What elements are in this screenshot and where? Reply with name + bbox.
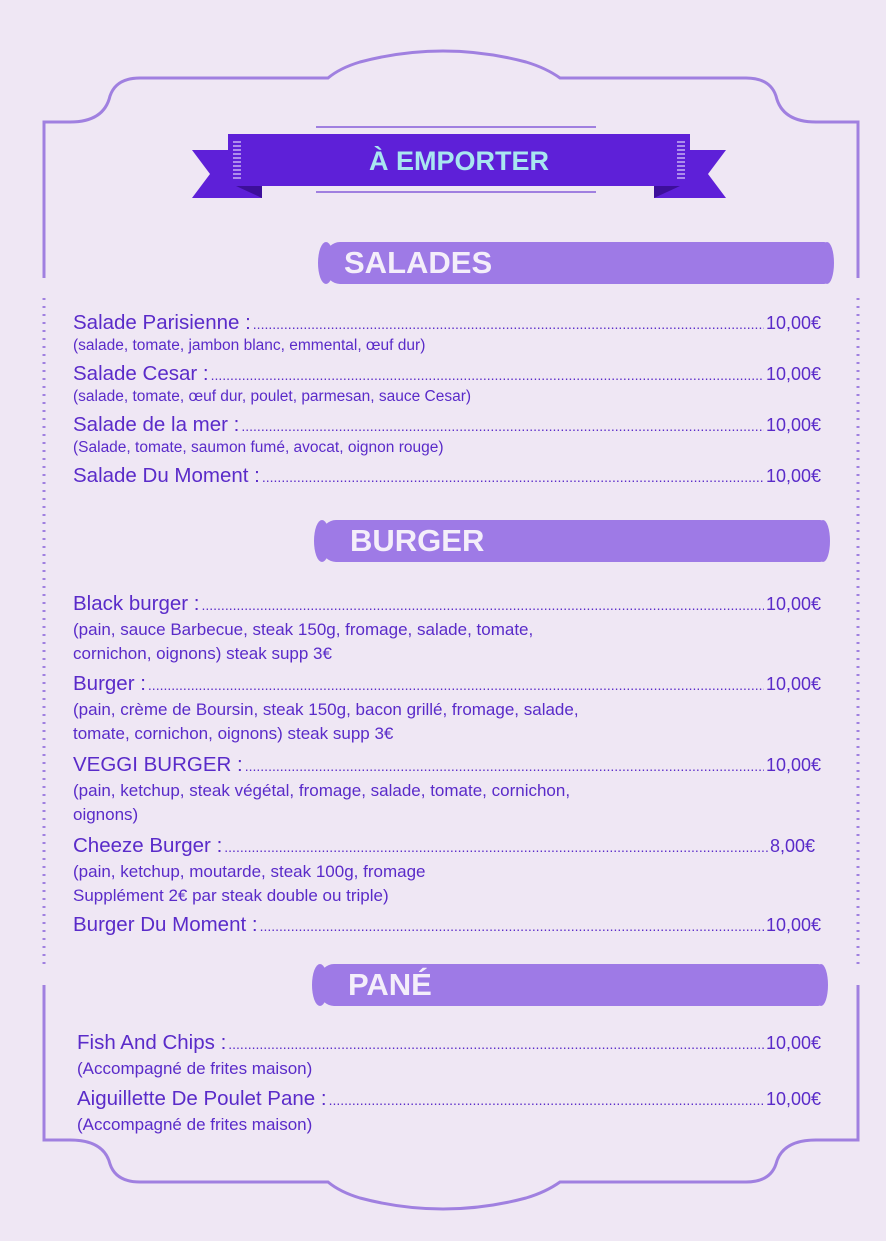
- item-price: 10,00€: [765, 594, 821, 614]
- section-header-pane: [320, 964, 822, 1006]
- dot-leader: [201, 597, 763, 613]
- dot-leader: [262, 469, 764, 485]
- section-header-burger: [322, 520, 824, 562]
- dot-leader: [211, 367, 764, 383]
- item-description: (salade, tomate, œuf dur, poulet, parmesan, sauce Cesar): [73, 388, 472, 405]
- menu-item: [73, 464, 821, 488]
- item-price: 8,00€: [769, 836, 815, 856]
- item-description: (pain, ketchup, steak végétal, fromage, salade, tomate, cornichon,: [73, 781, 571, 800]
- dot-leader: [148, 677, 764, 693]
- section-header-salades: [326, 242, 828, 284]
- menu-item: [73, 913, 821, 937]
- item-name: VEGGI BURGER :: [73, 753, 243, 776]
- item-price: 10,00€: [765, 415, 821, 435]
- item-description: oignons): [73, 805, 139, 824]
- item-description: tomate, cornichon, oignons) steak supp 3€: [73, 724, 394, 743]
- item-name: Burger :: [73, 672, 146, 695]
- item-name: Fish And Chips :: [77, 1031, 227, 1054]
- item-price: 10,00€: [765, 755, 821, 775]
- item-description: cornichon, oignons) steak supp 3€: [73, 644, 332, 663]
- menu-item: [73, 753, 821, 827]
- menu-item: [73, 362, 821, 407]
- page-title: À EMPORTER: [368, 145, 549, 176]
- dot-leader: [253, 316, 764, 332]
- menu-item: [73, 311, 821, 356]
- item-description: (salade, tomate, jambon blanc, emmental, œuf dur): [73, 337, 426, 354]
- dot-leader: [329, 1092, 764, 1108]
- item-name: Aiguillette De Poulet Pane :: [77, 1087, 327, 1110]
- dot-leader: [260, 918, 764, 934]
- item-price: 10,00€: [765, 466, 821, 486]
- item-description: (Accompagné de frites maison): [77, 1115, 313, 1134]
- item-name: Cheeze Burger :: [73, 834, 223, 857]
- item-price: 10,00€: [765, 1033, 821, 1053]
- item-price: 10,00€: [765, 364, 821, 384]
- item-price: 10,00€: [765, 915, 821, 935]
- menu-item: [73, 672, 821, 746]
- menu-item: [73, 834, 815, 908]
- section-title: BURGER: [350, 523, 485, 558]
- menu-item: [77, 1031, 821, 1081]
- item-description: (pain, sauce Barbecue, steak 150g, fromage, salade, tomate,: [73, 620, 534, 639]
- section-title: PANÉ: [348, 967, 432, 1002]
- menu-item: [73, 592, 821, 666]
- item-description: (Salade, tomate, saumon fumé, avocat, oignon rouge): [73, 439, 444, 456]
- menu-item: [77, 1087, 821, 1137]
- item-name: Salade de la mer :: [73, 413, 240, 436]
- item-price: 10,00€: [765, 674, 821, 694]
- dot-leader: [241, 418, 764, 434]
- item-name: Salade Parisienne :: [73, 311, 251, 334]
- dot-leader: [245, 758, 764, 774]
- item-description: (pain, crème de Boursin, steak 150g, bacon grillé, fromage, salade,: [73, 700, 579, 719]
- item-price: 10,00€: [765, 313, 821, 333]
- section-title: SALADES: [344, 245, 493, 280]
- dot-leader: [228, 1036, 764, 1052]
- item-price: 10,00€: [765, 1089, 821, 1109]
- item-description: Supplément 2€ par steak double ou triple): [73, 886, 389, 905]
- menu-item: [73, 413, 821, 458]
- item-name: Burger Du Moment :: [73, 913, 258, 936]
- item-name: Salade Du Moment :: [73, 464, 260, 487]
- dot-leader: [224, 839, 768, 855]
- item-description: (pain, ketchup, moutarde, steak 100g, fromage: [73, 862, 426, 881]
- item-description: (Accompagné de frites maison): [77, 1059, 313, 1078]
- item-name: Salade Cesar :: [73, 362, 209, 385]
- item-name: Black burger :: [73, 592, 200, 615]
